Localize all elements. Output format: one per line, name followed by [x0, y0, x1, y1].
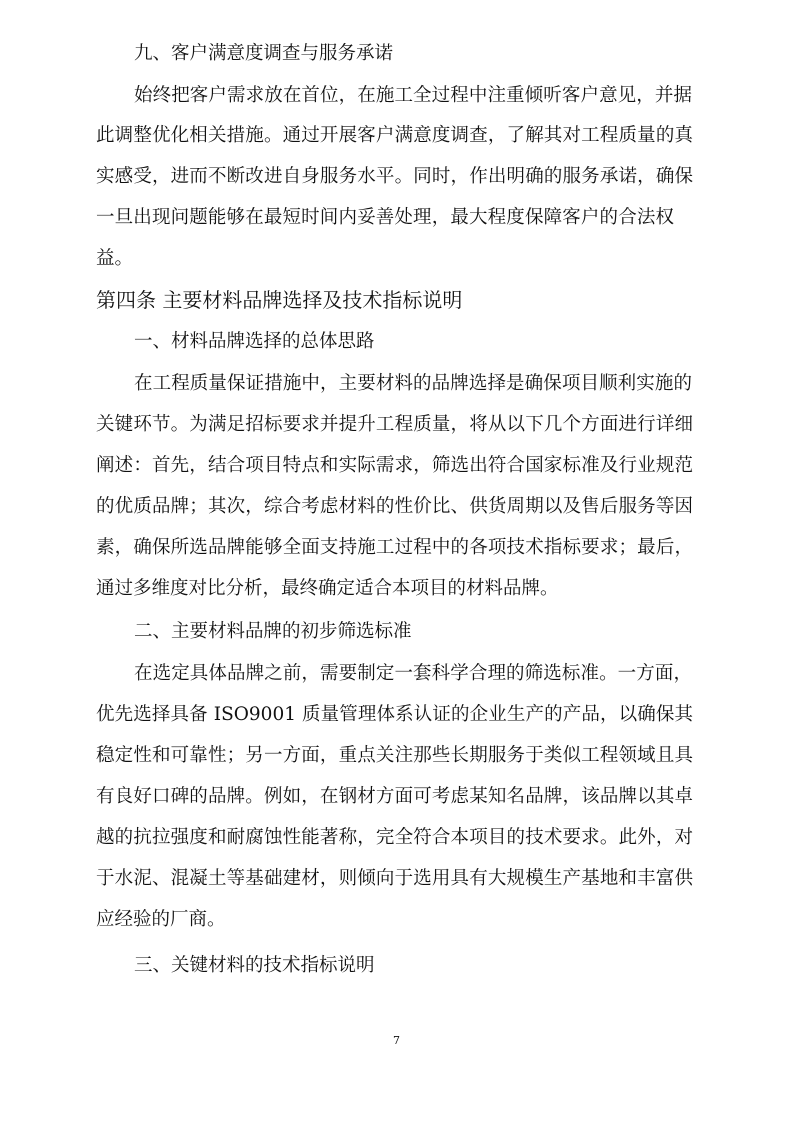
page-number: 7 — [393, 1034, 400, 1047]
paragraph-line: 一旦出现问题能够在最短时间内妥善处理，最大程度保障客户的合法权 — [96, 207, 674, 228]
section-heading: 二、主要材料品牌的初步筛选标准 — [134, 621, 412, 642]
paragraph-line: 始终把客户需求放在首位，在施工全过程中注重倾听客户意见，并据 — [134, 85, 692, 106]
paragraph-line: 的优质品牌；其次，综合考虑材料的性价比、供货周期以及售后服务等因 — [96, 496, 693, 517]
paragraph-line: 应经验的厂商。 — [96, 909, 226, 930]
section-heading: 九、客户满意度调查与服务承诺 — [134, 43, 394, 64]
paragraph-line: 通过多维度对比分析，最终确定适合本项目的材料品牌。 — [96, 578, 559, 599]
paragraph-line: 于水泥、混凝土等基础建材，则倾向于选用具有大规模生产基地和丰富供 — [96, 868, 693, 889]
paragraph-line: 优先选择具备 ISO9001 质量管理体系认证的企业生产的产品，以确保其 — [96, 704, 693, 725]
paragraph-line: 越的抗拉强度和耐腐蚀性能著称，完全符合本项目的技术要求。此外，对 — [96, 827, 693, 848]
paragraph-line: 在选定具体品牌之前，需要制定一套科学合理的筛选标准。一方面， — [134, 663, 692, 684]
paragraph-line: 实感受，进而不断改进自身服务水平。同时，作出明确的服务承诺，确保 — [96, 166, 693, 187]
section-heading: 一、材料品牌选择的总体思路 — [134, 331, 375, 352]
paragraph-line: 益。 — [96, 248, 134, 269]
paragraph-line: 有良好口碑的品牌。例如，在钢材方面可考虑某知名品牌，该品牌以其卓 — [96, 786, 693, 807]
paragraph-line: 稳定性和可靠性；另一方面，重点关注那些长期服务于类似工程领域且具 — [96, 745, 693, 766]
paragraph-line: 素，确保所选品牌能够全面支持施工过程中的各项技术指标要求；最后， — [96, 537, 693, 558]
article-title: 第四条 主要材料品牌选择及技术指标说明 — [96, 288, 463, 312]
paragraph-line: 此调整优化相关措施。通过开展客户满意度调查，了解其对工程质量的真 — [96, 125, 693, 146]
paragraph-line: 关键环节。为满足招标要求并提升工程质量，将从以下几个方面进行详细 — [96, 414, 693, 435]
paragraph-line: 在工程质量保证措施中，主要材料的品牌选择是确保项目顺利实施的 — [134, 373, 692, 394]
section-heading: 三、关键材料的技术指标说明 — [134, 955, 375, 976]
paragraph-line: 阐述：首先，结合项目特点和实际需求，筛选出符合国家标准及行业规范 — [96, 455, 693, 476]
